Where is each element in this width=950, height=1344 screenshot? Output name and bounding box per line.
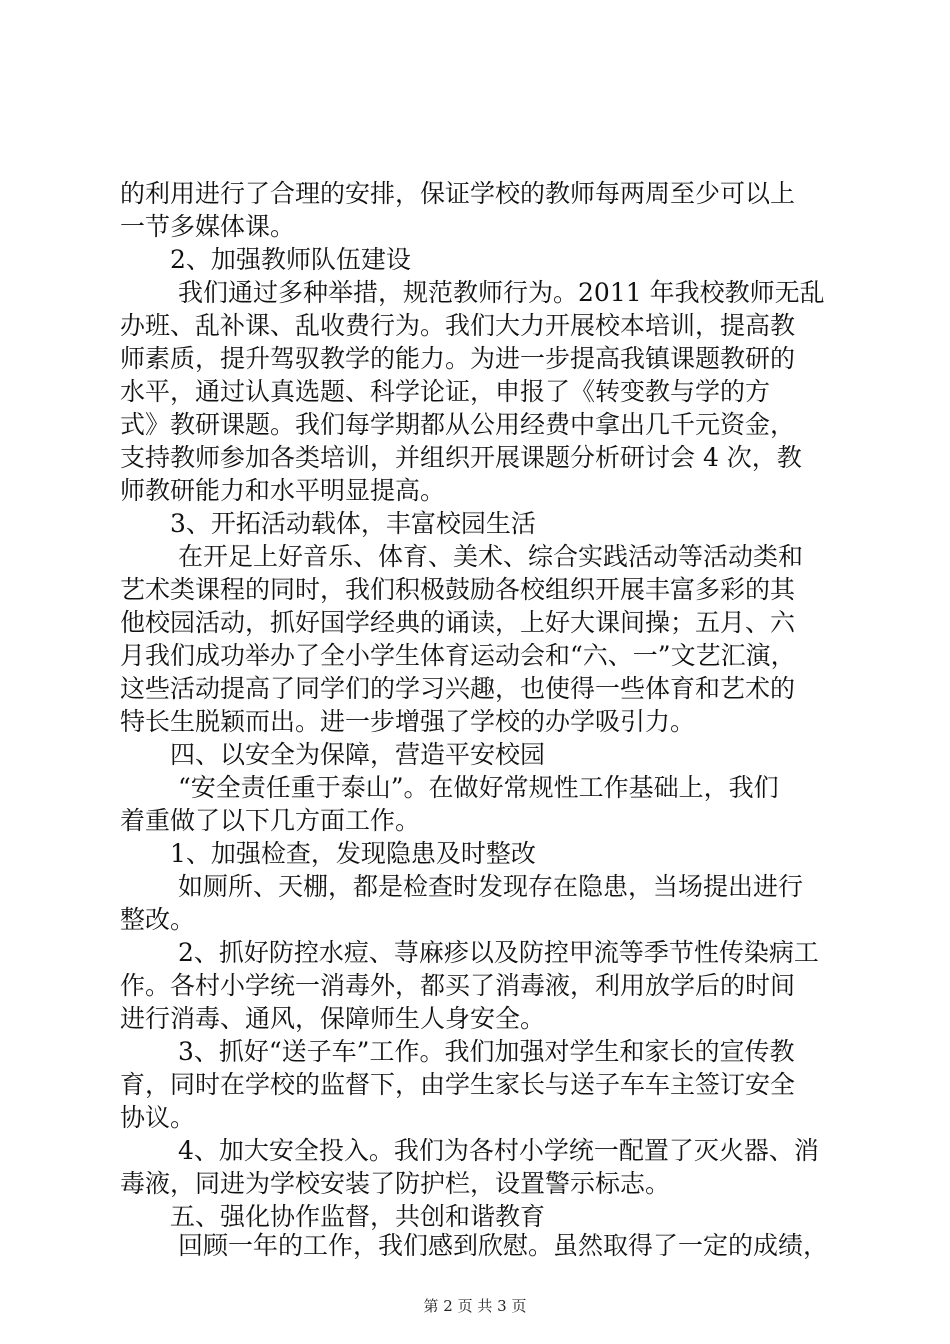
line-text: 式》教研课题。我们每学期都从公用经费中拿出几千元资金， — [120, 410, 796, 439]
line-text: 3、开拓活动载体，丰富校园生活 — [170, 509, 536, 538]
line-text: 2、加强教师队伍建设 — [170, 245, 411, 274]
line-text: 毒液，同进为学校安装了防护栏，设置警示标志。 — [120, 1169, 671, 1198]
line-text: 1、加强检查，发现隐患及时整改 — [170, 839, 536, 868]
line-text: 3、抓好“送子车”工作。我们加强对学生和家长的宣传教 — [178, 1037, 795, 1066]
line-text: 作。各村小学统一消毒外，都买了消毒液，利用放学后的时间 — [120, 971, 796, 1000]
line-text: 在开足上好音乐、体育、美术、综合实践活动等活动类和 — [178, 542, 804, 571]
line-text: 师教研能力和水平明显提高。 — [120, 476, 446, 505]
line-text: 4、加大安全投入。我们为各村小学统一配置了灭火器、消 — [178, 1136, 819, 1165]
line-text: 协议。 — [120, 1103, 196, 1132]
line-text: 一节多媒体课。 — [120, 212, 296, 241]
line-text: 如厕所、天棚，都是检查时发现存在隐患，当场提出进行 — [178, 872, 804, 901]
line-text: 整改。 — [120, 905, 196, 934]
line-text: 五、强化协作监督，共创和谐教育 — [170, 1202, 546, 1231]
line-text: 2、抓好防控水痘、荨麻疹以及防控甲流等季节性传染病工 — [178, 938, 819, 967]
line-text: 月我们成功举办了全小学生体育运动会和“六、一”文艺汇演， — [120, 641, 796, 670]
page-footer: 第 2 页 共 3 页 — [423, 1297, 527, 1315]
line-text: 着重做了以下几方面工作。 — [120, 806, 421, 835]
line-text: “安全责任重于泰山”。在做好常规性工作基础上，我们 — [178, 773, 779, 802]
line-text: 水平，通过认真选题、科学论证，申报了《转变教与学的方 — [120, 377, 771, 406]
line-text: 进行消毒、通风，保障师生人身安全。 — [120, 1004, 546, 1033]
line-text: 回顾一年的工作，我们感到欣慰。虽然取得了一定的成绩， — [178, 1231, 829, 1260]
line-text: 支持教师参加各类培训，并组织开展课题分析研讨会 4 次，教 — [120, 443, 802, 472]
line-text: 他校园活动，抓好国学经典的诵读，上好大课间操；五月、六 — [120, 608, 796, 637]
line-text: 特长生脱颖而出。进一步增强了学校的办学吸引力。 — [120, 707, 696, 736]
line-text: 师素质，提升驾驭教学的能力。为进一步提高我镇课题教研的 — [120, 344, 796, 373]
body-line — [0, 1226, 950, 1266]
line-text: 四、以安全为保障，营造平安校园 — [170, 740, 546, 769]
line-text: 艺术类课程的同时，我们积极鼓励各校组织开展丰富多彩的其 — [120, 575, 796, 604]
line-text: 办班、乱补课、乱收费行为。我们大力开展校本培训，提高教 — [120, 311, 796, 340]
line-text: 这些活动提高了同学们的学习兴趣，也使得一些体育和艺术的 — [120, 674, 796, 703]
line-text: 的利用进行了合理的安排，保证学校的教师每两周至少可以上 — [120, 179, 796, 208]
line-text: 我们通过多种举措，规范教师行为。2011 年我校教师无乱 — [178, 278, 825, 307]
line-text: 育，同时在学校的监督下，由学生家长与送子车车主签订安全 — [120, 1070, 796, 1099]
